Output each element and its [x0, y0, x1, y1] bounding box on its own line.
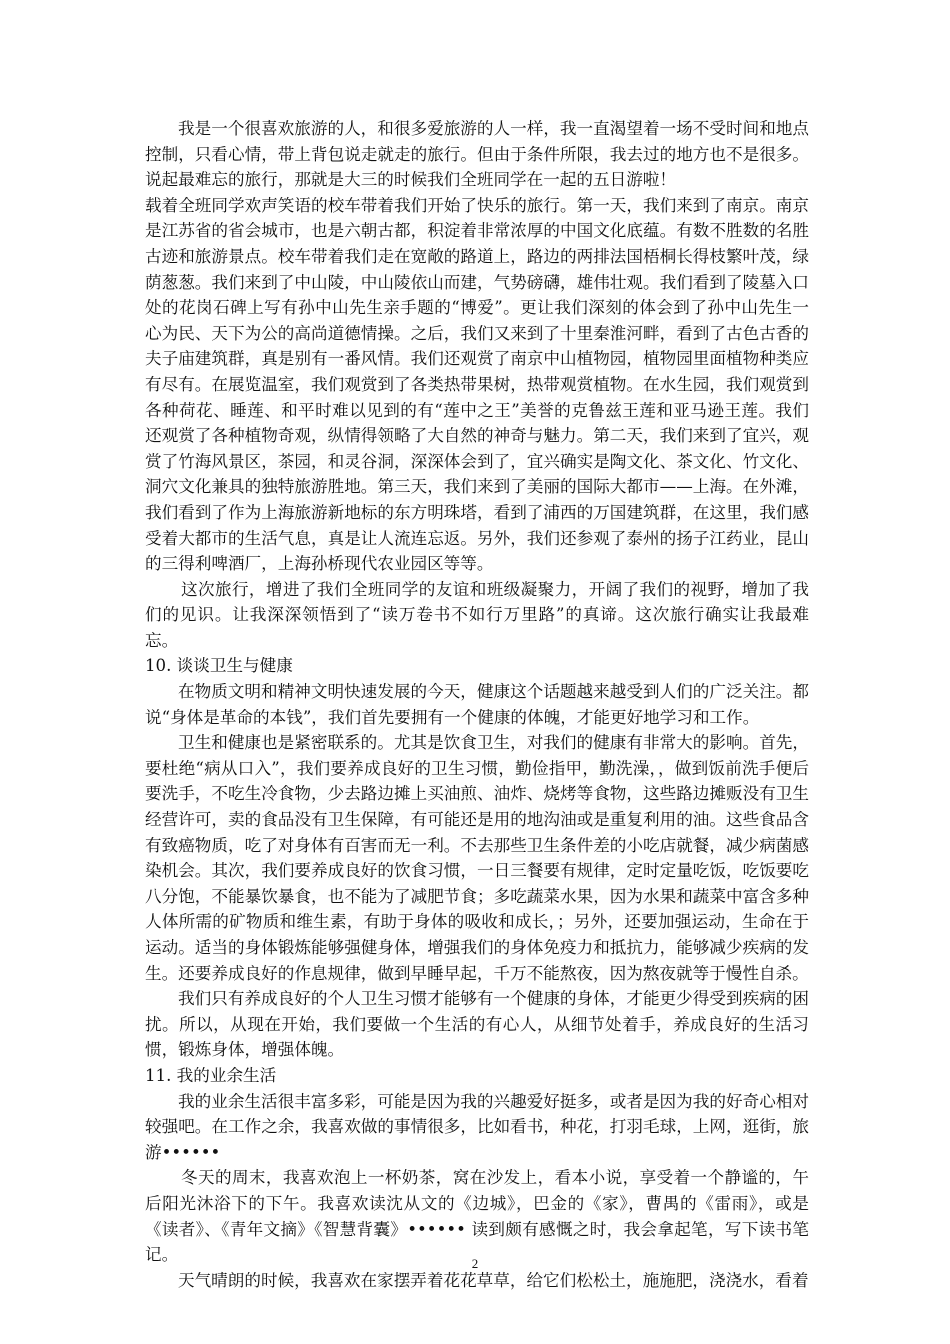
- page-number: 2: [471, 1256, 479, 1271]
- paragraph-travel-conclusion: 这次旅行，增进了我们全班同学的友谊和班级凝聚力，开阔了我们的视野，增加了我们的见识。让我深深领悟到了“读万卷书不如行万里路”的真谛。这次旅行确实让我最难忘。: [145, 579, 809, 650]
- section-heading-hygiene-health: 10. 谈谈卫生与健康: [145, 656, 293, 676]
- section-heading-leisure-life: 11. 我的业余生活: [145, 1065, 277, 1085]
- paragraph-travel-intro: 我是一个很喜欢旅游的人，和很多爱旅游的人一样，我一直渴望着一场不受时间和地点控制，只看心情，带上背包说走就走的旅行。但由于条件所限，我去过的地方也不是很多。说起最难忘的旅行，那就是大三的时候我们全班同学在一起的五日游啦！: [145, 119, 809, 190]
- paragraph-health-intro: 在物质文明和精神文明快速发展的今天，健康这个话题越来越受到人们的广泛关注。都说“身体是革命的本钱”，我们首先要拥有一个健康的体魄，才能更好地学习和工作。: [145, 682, 809, 727]
- paragraph-health-conclusion: 我们只有养成良好的个人卫生习惯才能够有一个健康的身体，才能更少得受到疾病的困扰。所以，从现在开始，我们要做一个生活的有心人，从细节处着手，养成良好的生活习惯，锻炼身体，增强体魄。: [145, 989, 809, 1060]
- paragraph-leisure-intro: 我的业余生活很丰富多彩，可能是因为我的兴趣爱好挺多，或者是因为我的好奇心相对较强吧。在工作之余，我喜欢做的事情很多，比如看书，种花，打羽毛球，上网，逛街，旅游••••••: [145, 1091, 809, 1162]
- paragraph-leisure-gardening: 天气晴朗的时候，我喜欢在家摆弄着花花草草，给它们松松土，施施肥，浇浇水，看着: [178, 1270, 809, 1290]
- paragraph-leisure-reading: 冬天的周末，我喜欢泡上一杯奶茶，窝在沙发上，看本小说，享受着一个静谧的，午后阳光沐浴下的下午。我喜欢读沈从文的《边城》，巴金的《家》，曹禺的《雷雨》，或是《读者》、《青年文摘》《智慧背囊》•••••• 读到颇有感慨之时，我会拿起笔，写下读书笔记。: [145, 1168, 809, 1265]
- document-body: [145, 116, 809, 1293]
- paragraph-travel-details: 载着全班同学欢声笑语的校车带着我们开始了快乐的旅行。第一天，我们来到了南京。南京是江苏省的省会城市，也是六朝古都，积淀着非常浓厚的中国文化底蕴。有数不胜数的名胜古迹和旅游景点。校车带着我们走在宽敞的路道上，路边的两排法国梧桐长得枝繁叶茂，绿荫葱葱。我们来到了中山陵，中山陵依山而建，气势磅礴，雄伟壮观。我们看到了陵墓入口处的花岗石碑上写有孙中山先生亲手题的“博爱”。更让我们深刻的体会到了孙中山先生一心为民、天下为公的高尚道德情操。之后，我们又来到了十里秦淮河畔，看到了古色古香的夫子庙建筑群，真是别有一番风情。我们还观赏了南京中山植物园，植物园里面植物种类应有尽有。在展览温室，我们观赏到了各类热带果树，热带观赏植物。在水生园，我们观赏到各种荷花、睡莲、和平时难以见到的有“莲中之王”美誉的克鲁兹王莲和亚马逊王莲。我们还观赏了各种植物奇观，纵情得领略了大自然的神奇与魅力。第二天，我们来到了宜兴，观赏了竹海风景区，茶园，和灵谷洞，深深体会到了，宜兴确实是陶文化、茶文化、竹文化、洞穴文化兼具的独特旅游胜地。第三天，我们来到了美丽的国际大都市——上海。在外滩，我们看到了作为上海旅游新地标的东方明珠塔，看到了浦西的万国建筑群，在这里，我们感受着大都市的生活气息，真是让人流连忘返。另外，我们还参观了泰州的扬子江药业，昆山的三得利啤酒厂，上海孙桥现代农业园区等等。: [145, 195, 809, 574]
- paragraph-health-diet: 卫生和健康也是紧密联系的。尤其是饮食卫生，对我们的健康有非常大的影响。首先，要杜绝“病从口入”，我们要养成良好的卫生习惯，勤俭指甲，勤洗澡，，做到饭前洗手便后要洗手，不吃生冷食物，少去路边摊上买油煎、油炸、烧烤等食物，这些路边摊贩没有卫生经营许可，卖的食品没有卫生保障，有可能还是用的地沟油或是重复利用的油。这些食品含有致癌物质，吃了对身体有百害而无一利。不去那些卫生条件差的小吃店就餐，减少病菌感染机会。其次，我们要养成良好的饮食习惯，一日三餐要有规律，定时定量吃饭，吃饭要吃八分饱，不能暴饮暴食，也不能为了减肥节食；多吃蔬菜水果，因为水果和蔬菜中富含多种人体所需的矿物质和维生素，有助于身体的吸收和成长，；另外，还要加强运动，生命在于运动。适当的身体锻炼能够强健身体，增强我们的身体免疫力和抵抗力，能够减少疾病的发生。还要养成良好的作息规律，做到早睡早起，千万不能熬夜，因为熬夜就等于慢性自杀。: [145, 733, 809, 983]
